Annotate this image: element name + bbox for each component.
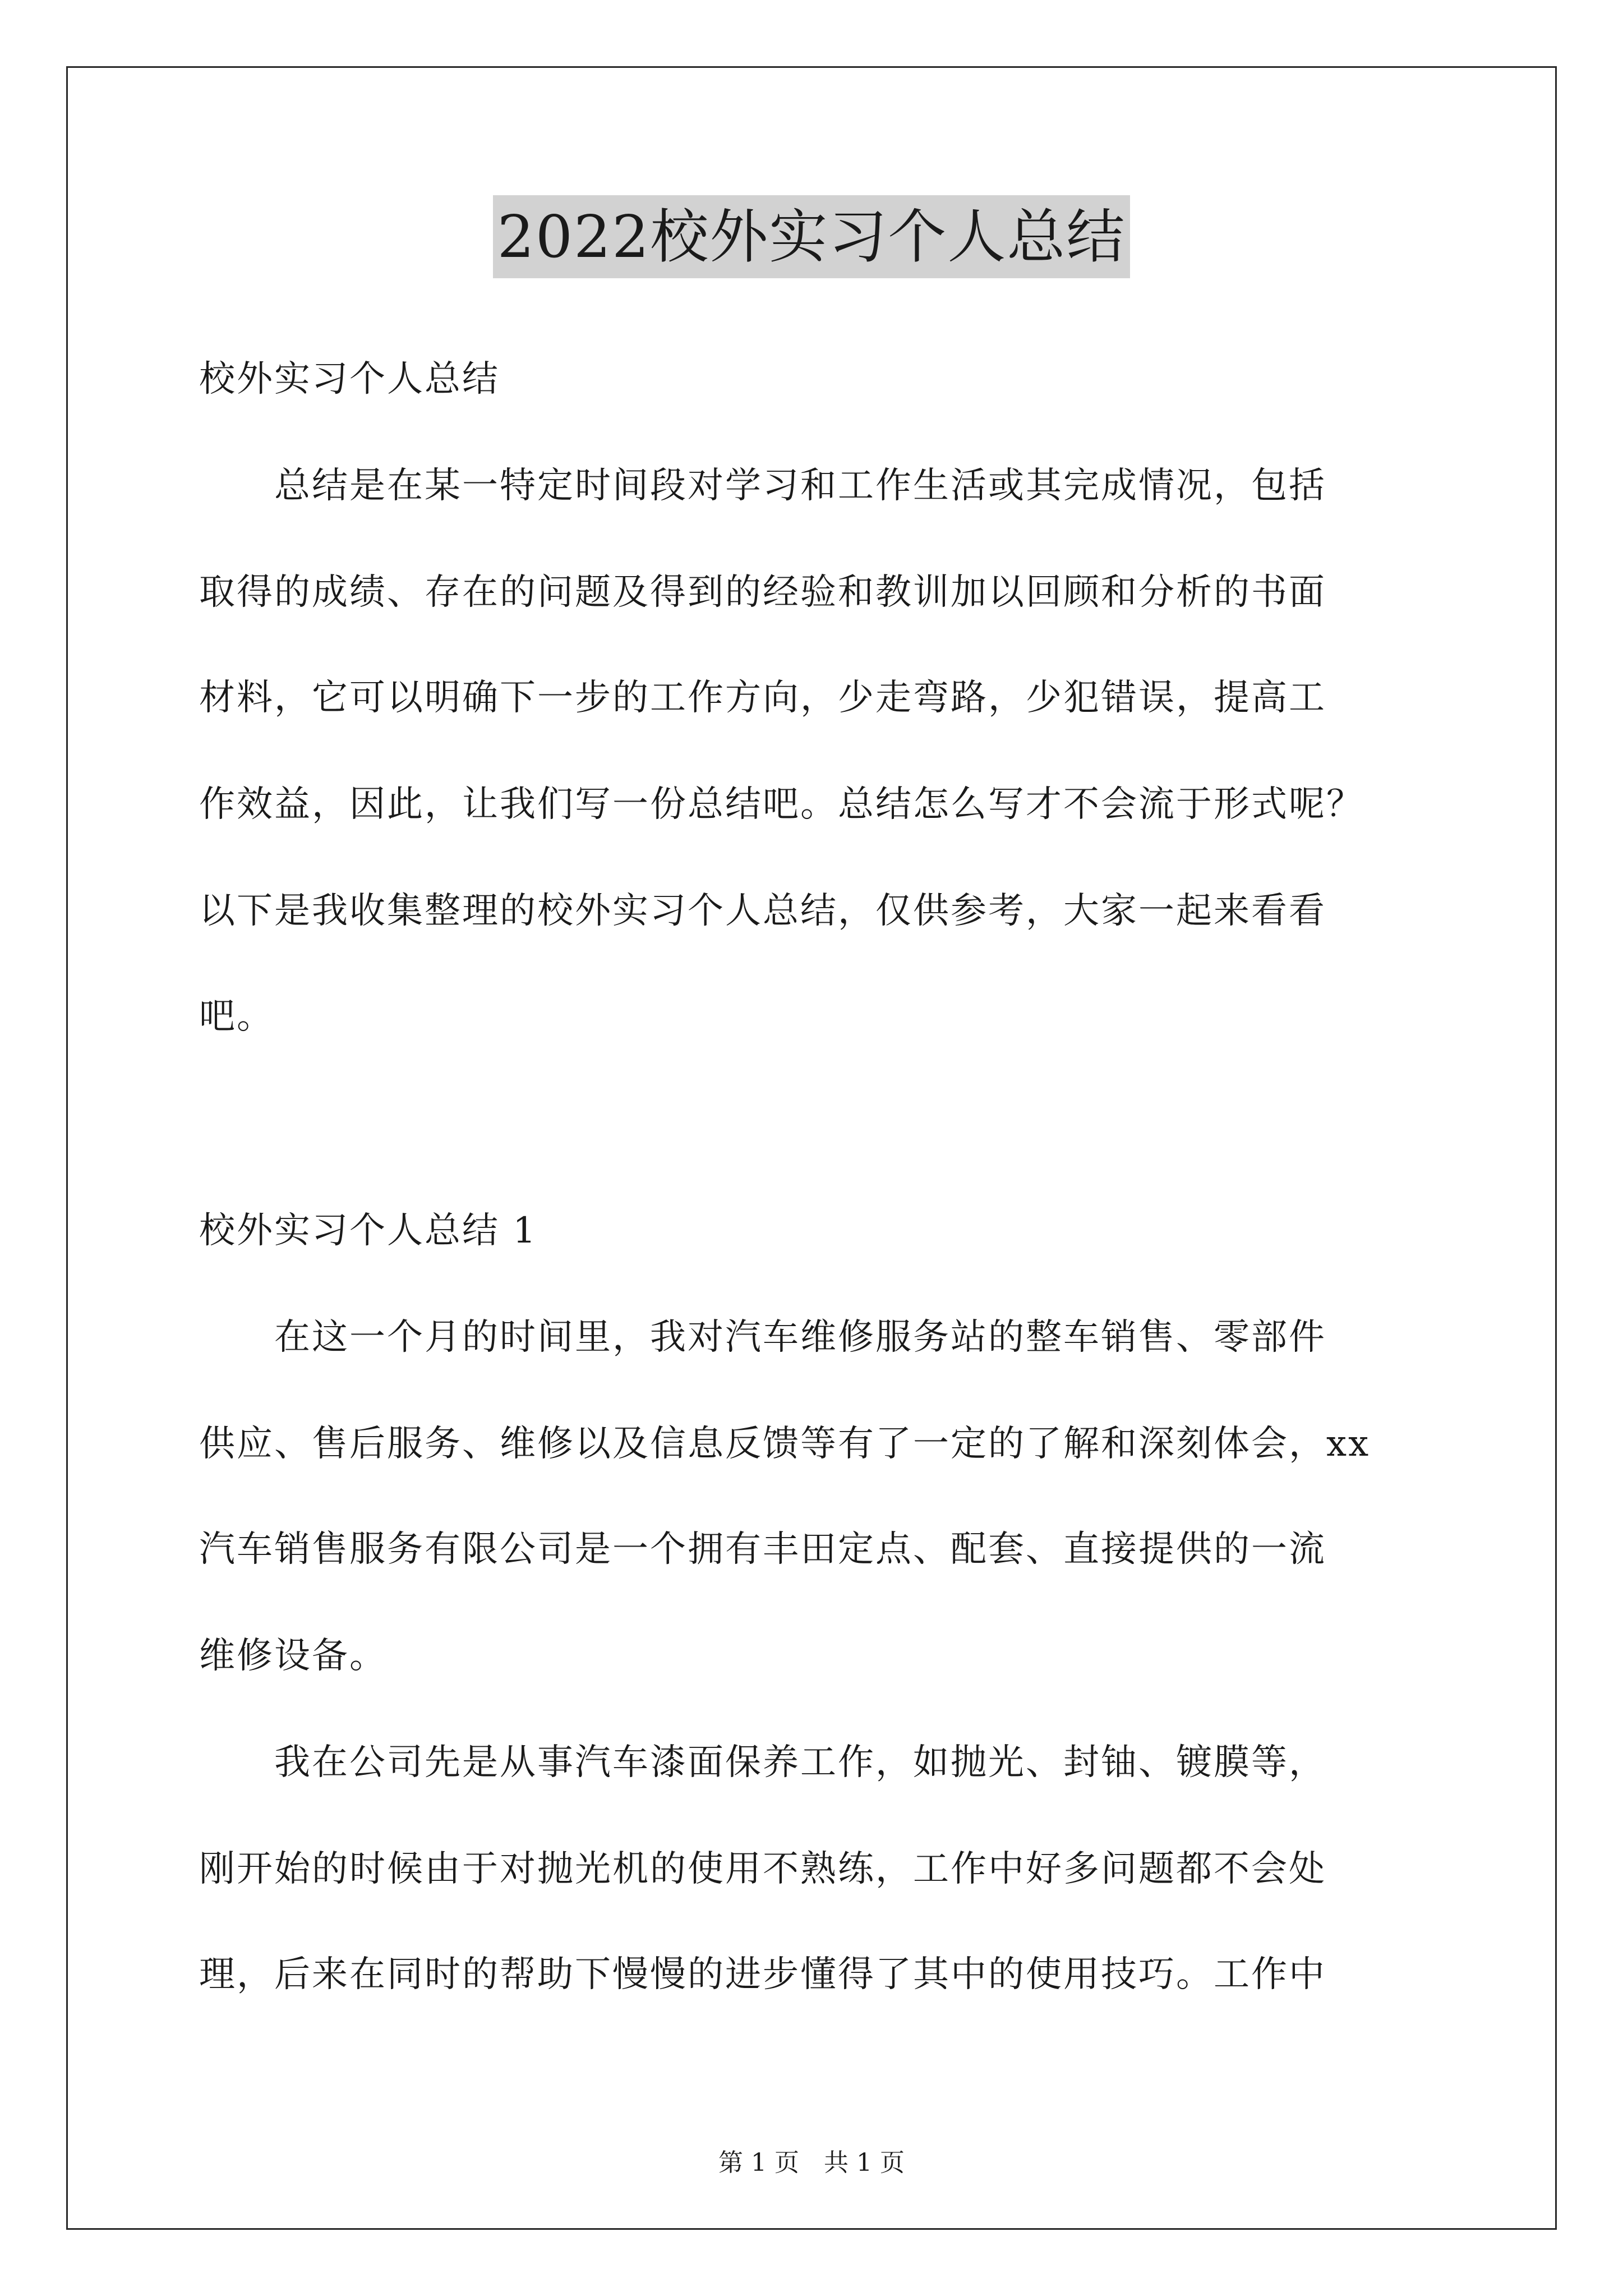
intro-line: 吧。 bbox=[199, 996, 274, 1037]
intro-line: 以下是我收集整理的校外实习个人总结，仅供参考，大家一起来看看 bbox=[199, 890, 1326, 932]
section-heading: 校外实习个人总结 1 bbox=[199, 1210, 538, 1251]
title-container bbox=[0, 195, 1623, 278]
paragraph-line: 我在公司先是从事汽车漆面保养工作，如抛光、封铀、镀膜等， bbox=[199, 1742, 1326, 1783]
paragraph-line: 理，后来在同时的帮助下慢慢的进步懂得了其中的使用技巧。工作中 bbox=[199, 1954, 1326, 1995]
paragraph-line: 在这一个月的时间里，我对汽车维修服务站的整车销售、零部件 bbox=[199, 1317, 1326, 1358]
intro-line: 作效益，因此，让我们写一份总结吧。总结怎么写才不会流于形式呢？ bbox=[199, 784, 1364, 825]
page-footer: 第 1 页 共 1 页 bbox=[718, 2148, 905, 2177]
paragraph-line: 汽车销售服务有限公司是一个拥有丰田定点、配套、直接提供的一流 bbox=[199, 1529, 1326, 1570]
paragraph-line: 供应、售后服务、维修以及信息反馈等有了一定的了解和深刻体会，xx bbox=[199, 1423, 1371, 1465]
document-title: 2022校外实习个人总结 bbox=[493, 195, 1131, 278]
intro-line: 材料，它可以明确下一步的工作方向，少走弯路，少犯错误，提高工 bbox=[199, 677, 1326, 719]
paragraph-line: 刚开始的时候由于对抛光机的使用不熟练，工作中好多问题都不会处 bbox=[199, 1848, 1326, 1890]
intro-line: 取得的成绩、存在的问题及得到的经验和教训加以回顾和分析的书面 bbox=[199, 572, 1326, 613]
paragraph-line: 维修设备。 bbox=[199, 1635, 387, 1677]
section-heading: 校外实习个人总结 bbox=[199, 358, 500, 400]
intro-line: 总结是在某一特定时间段对学习和工作生活或其完成情况，包括 bbox=[199, 465, 1326, 507]
